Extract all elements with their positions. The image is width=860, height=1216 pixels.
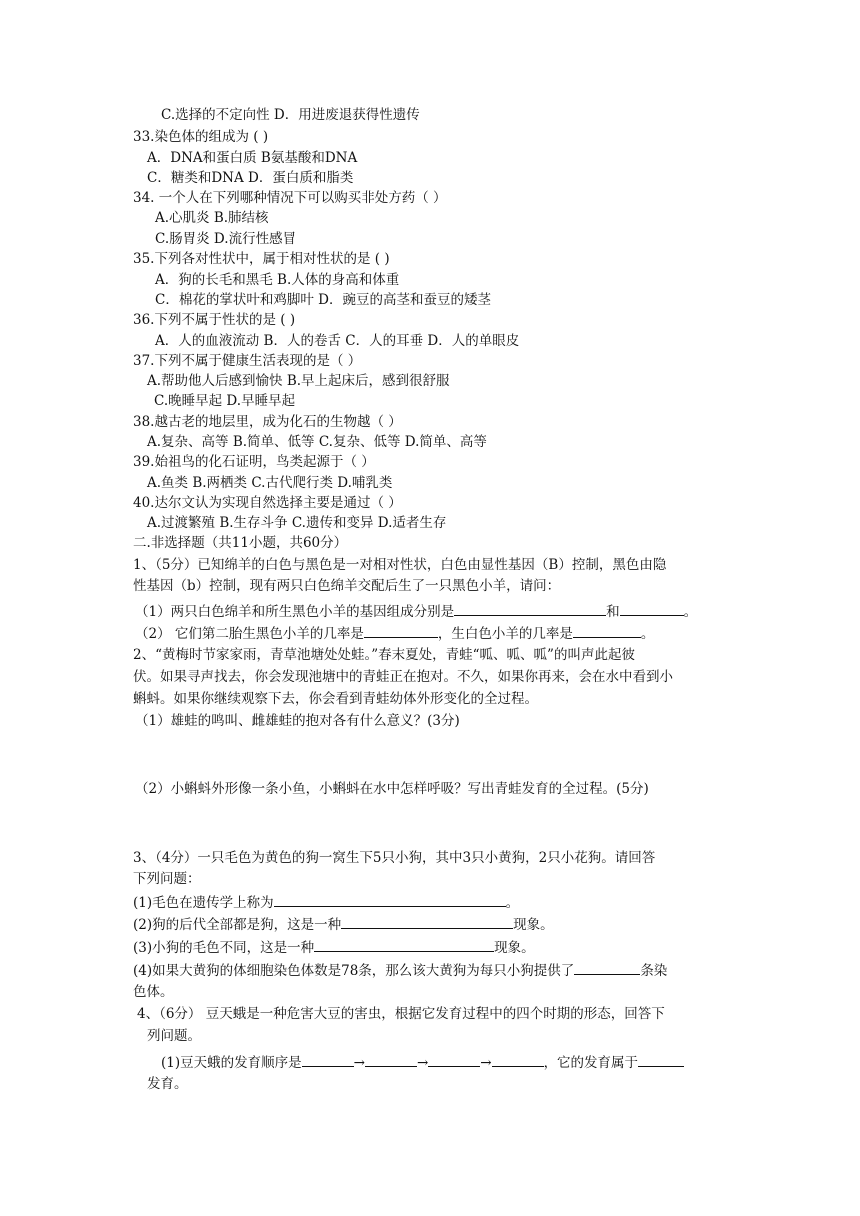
question-35: 35.下列各对性状中，属于相对性状的是 ( ): [133, 251, 390, 267]
problem-2-stem-line3: 蝌蚪。如果你继续观察下去，你会看到青蛙幼体外形变化的全过程。: [133, 691, 538, 707]
q40-options: A.过渡繁殖 B.生存斗争 C.遗传和变异 D.适者生存: [147, 515, 447, 531]
q36-options: A．人的血液流动 B．人的卷舌 C．人的耳垂 D．人的单眼皮: [155, 333, 520, 349]
problem-4-sub-1-cont: 发育。: [147, 1076, 188, 1092]
q35-options-ab: A．狗的长毛和黑毛 B.人体的身高和体重: [155, 272, 400, 288]
text: (2)狗的后代全部都是狗，这是一种: [133, 917, 342, 933]
answer-blank[interactable]: [573, 623, 641, 638]
answer-blank[interactable]: [302, 1052, 354, 1067]
problem-4-sub-1: [161, 1052, 684, 1073]
answer-blank[interactable]: [365, 1052, 417, 1067]
problem-2-stem-line2: 伏。如果寻声找去，你会发现池塘中的青蛙正在抱对。不久，如果你再来，会在水中看到小: [133, 669, 673, 685]
answer-blank[interactable]: [341, 914, 513, 929]
text: 现象。: [494, 940, 535, 956]
q34-options-ab: A.心肌炎 B.肺结核: [155, 210, 269, 226]
text: (1)豆天蛾的发育顺序是: [161, 1055, 302, 1071]
arrow-icon: →: [416, 1055, 429, 1071]
answer-blank[interactable]: [574, 960, 640, 975]
text: (4)如果大黄狗的体细胞染色体数是78条，那么该大黄狗为每只小狗提供了: [133, 963, 575, 979]
problem-1-stem-line1: 1、（5分）已知绵羊的白色与黑色是一对相对性状，白色由显性基因（B）控制，黑色由隐: [133, 557, 667, 573]
answer-blank[interactable]: [314, 937, 494, 952]
arrow-icon: →: [480, 1055, 492, 1071]
text: ，它的发育属于: [543, 1055, 639, 1071]
q37-options-cd: C.晚睡早起 D.早睡早起: [154, 393, 296, 409]
question-37: 37.下列不属于健康生活表现的是（ ）: [133, 353, 362, 369]
q32-options-cd: C.选择的不定向性 D．用进废退获得性遗传: [161, 107, 420, 123]
problem-4-stem-line2: 列问题。: [147, 1028, 201, 1044]
problem-2-sub-1: （1）雄蛙的鸣叫、雌雄蛙的抱对各有什么意义？(3分): [135, 713, 460, 729]
q39-options: A.鱼类 B.两栖类 C.古代爬行类 D.哺乳类: [147, 475, 393, 491]
text: 和: [606, 604, 620, 620]
text: 。: [640, 626, 655, 642]
problem-1-stem-line2: 性基因（b）控制，现有两只白色绵羊交配后生了一只黑色小羊，请问：: [133, 578, 561, 594]
problem-3-stem-line1: 3、（4分）一只毛色为黄色的狗一窝生下5只小狗，其中3只小黄狗，2只小花狗。请回答: [133, 850, 656, 866]
text: (1)毛色在遗传学上称为: [133, 895, 274, 911]
answer-blank[interactable]: [620, 601, 684, 616]
problem-3-sub-4-cont: 色体。: [133, 984, 174, 1000]
problem-1-sub-2: [135, 623, 654, 644]
text: 条染: [640, 963, 668, 979]
arrow-icon: →: [353, 1055, 365, 1071]
problem-3-stem-line2: 下列问题：: [133, 871, 201, 887]
q35-options-cd: C．棉花的掌状叶和鸡脚叶 D．豌豆的高茎和蚕豆的矮茎: [155, 292, 491, 308]
problem-3-sub-4: [133, 960, 667, 981]
text: 。: [683, 604, 698, 620]
text: （1）两只白色绵羊和所生黑色小羊的基因组成分别是: [135, 604, 455, 620]
q37-options-ab: A.帮助他人后感到愉快 B.早上起床后，感到很舒服: [147, 373, 450, 389]
question-39: 39.始祖鸟的化石证明，鸟类起源于（ ）: [133, 454, 375, 470]
q33-options-ab: A．DNA和蛋白质 B氨基酸和DNA: [147, 150, 358, 166]
problem-2-sub-2: （2）小蝌蚪外形像一条小鱼，小蝌蚪在水中怎样呼吸？写出青蛙发育的全过程。(5分): [135, 781, 649, 797]
answer-blank[interactable]: [428, 1052, 480, 1067]
problem-3-sub-1: [133, 892, 519, 913]
text: 。: [505, 895, 520, 911]
question-33: 33.染色体的组成为 ( ): [133, 129, 269, 145]
answer-blank[interactable]: [364, 623, 438, 638]
question-36: 36.下列不属于性状的是 ( ): [133, 312, 296, 328]
answer-blank[interactable]: [492, 1052, 544, 1067]
text: 现象。: [513, 917, 554, 933]
problem-2-stem-line1: 2、“黄梅时节家家雨，青草池塘处处蛙。”春末夏处，青蛙“呱、呱、呱”的叫声此起彼: [133, 647, 635, 663]
problem-1-sub-1: [135, 601, 697, 622]
problem-3-sub-2: [133, 914, 554, 935]
question-40: 40.达尔文认为实现自然选择主要是通过（ ）: [133, 495, 402, 511]
section-heading: 二.非选择题（共11小题，共60分）: [133, 535, 348, 551]
q34-options-cd: C.肠胃炎 D.流行性感冒: [155, 231, 297, 247]
question-38: 38.越古老的地层里，成为化石的生物越（ ）: [133, 414, 402, 430]
answer-blank[interactable]: [454, 601, 606, 616]
text: (3)小狗的毛色不同，这是一种: [133, 940, 315, 956]
q38-options: A.复杂、高等 B.简单、低等 C.复杂、低等 D.简单、高等: [147, 434, 487, 450]
answer-blank[interactable]: [274, 892, 506, 907]
problem-3-sub-3: [133, 937, 535, 958]
problem-4-stem-line1: 4、（6分） 豆天蛾是一种危害大豆的害虫，根据它发育过程中的四个时期的形态，回答下: [137, 1006, 665, 1022]
text: ，生白色小羊的几率是: [437, 626, 573, 642]
text: （2） 它们第二胎生黑色小羊的几率是: [135, 626, 364, 642]
question-34: 34. 一个人在下列哪种情况下可以购买非处方药（ ）: [133, 190, 447, 206]
q33-options-cd: C．糖类和DNA D．蛋白质和脂类: [147, 170, 354, 186]
answer-blank[interactable]: [638, 1052, 684, 1067]
